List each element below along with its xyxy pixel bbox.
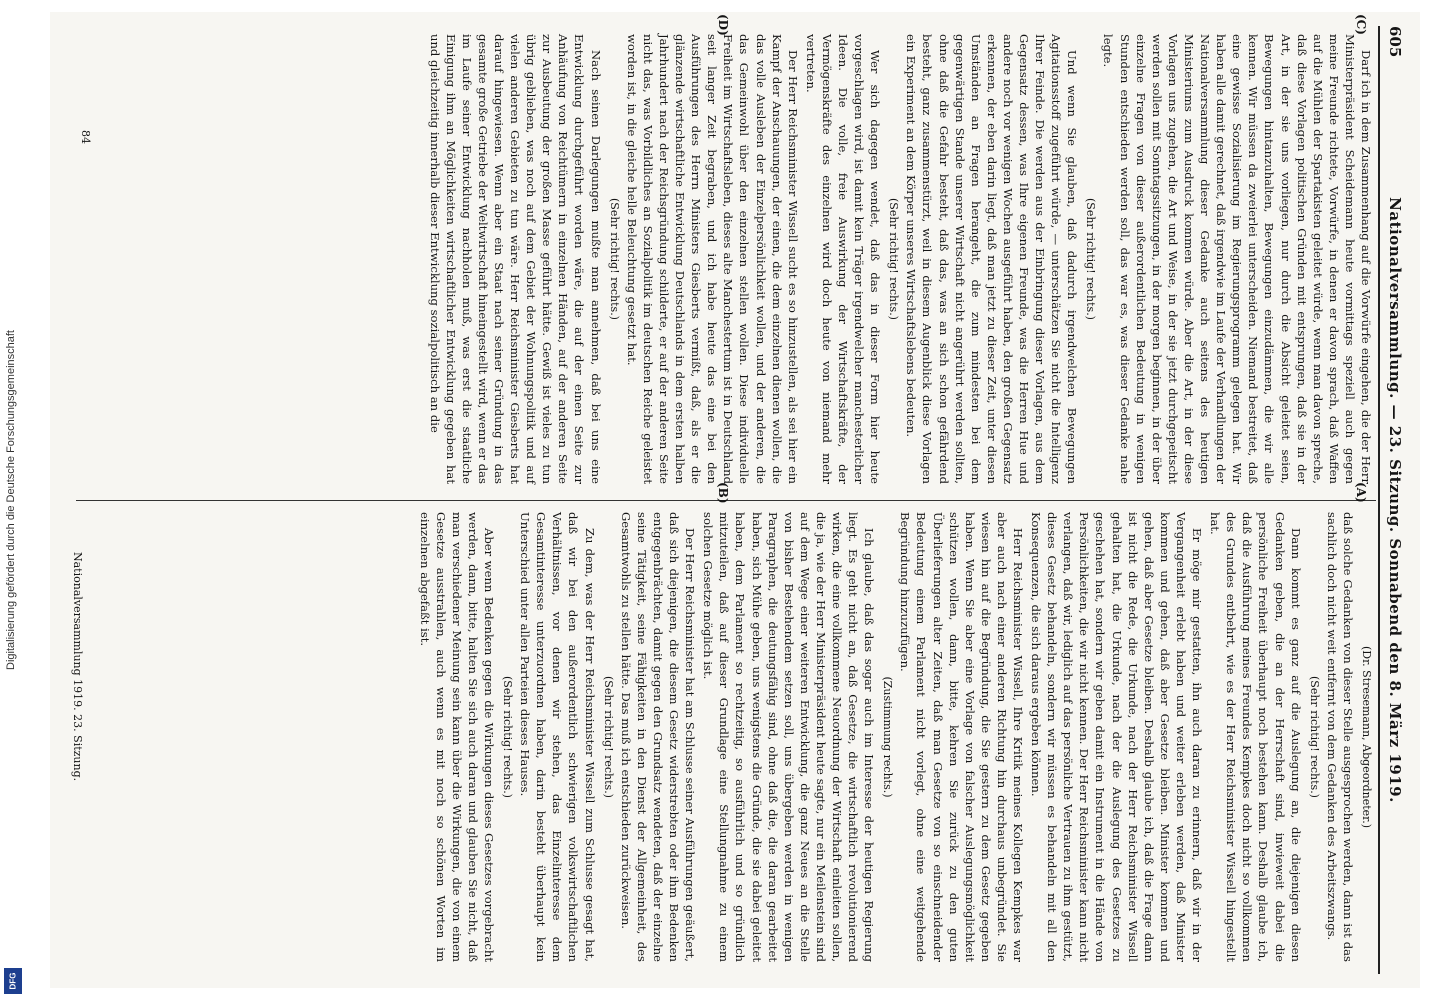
- header-title: Nationalversammlung. — 23. Sitzung. Sonnabend den 8. März 1919.: [1386, 197, 1404, 803]
- page-header: [1378, 26, 1410, 974]
- paragraph: Zu dem, was der Herr Reichsminister Wissell zum Schlusse gesagt hat, daß wir bei den außerordentlich schwierigen volkswirtschaftlichen Verhältnissen, vor denen wir stehen, das Einzelinteresse dem Gesamtinteresse unterzuordnen haben, darin besteht überhaupt kein Unterschied unter allen Parteien dieses Hauses.: [518, 512, 597, 962]
- paragraph: Wer sich dagegen wendet, daß das in dieser Form hier heute vorgeschlagen wird, ist damit kein Träger irgendwelcher manchesterlicher Ideen. Die volle, freie Auswirkung der Wirtschaftskräfte, der Vermögenskräfte des einzelnen wird doch heute von niemand mehr vertreten.: [803, 34, 883, 484]
- interjection: (Sehr richtig! rechts.): [1084, 198, 1098, 320]
- interjection: (Sehr richtig! rechts.): [887, 198, 901, 320]
- interjection: (Zustimmung rechts.): [881, 676, 895, 798]
- footer-page-number: 84: [79, 130, 92, 144]
- interjection: (Sehr richtig! rechts.): [501, 676, 515, 798]
- paragraph: Aber wenn Bedenken gegen die Wirkungen dieses Gesetzes vorgebracht werden, dann, bitte, halten Sie sich auch daran und glauben Sie nicht, daß man verschiedener Meinung sein kann über die Wirkungen, die von einem Gesetze ausstrahlen, auch wenn es mit noch so schönen Worten im einzelnen abgefaßt ist.: [417, 512, 497, 962]
- margin-mark-a: (A): [1354, 482, 1368, 503]
- margin-mark-c: (C): [1354, 14, 1368, 35]
- dfg-logo-text: DFG: [8, 972, 18, 990]
- left-column: [415, 512, 1374, 962]
- paragraph: Er möge mir gestatten, ihn auch daran zu erinnern, daß wir in der Vergangenheit erlebt haben und weiter erleben werden, daß Minister kommen und gehen, daß aber Gesetze bleiben. Minister kommen und gehen, daß aber Gesetze bleiben. Deshalb glaube ich, daß die Frage dann ist nicht die Rede, die Urkunde, nach der Herr Reichsminister Wissell gehalten hat, die Urkunde, nach der die Auslegung des Gesetzes zu geschehen hat, sondern wir geben damit ein Instrument in die Hände von Persönlichkeiten, die wir nicht kennen. Der Herr Reichsminister kann nicht verlangen, daß wir, lediglich auf das persönliche Vertrauen zu ihm gestützt, dieses Gesetz behandeln, sondern wir müssen es behandeln mit all den Konsequenzen, die sich daraus ergeben können.: [1029, 512, 1205, 962]
- paragraph: Und wenn Sie glauben, daß dadurch irgendwelchen Bewegungen Agitationsstoff zugeführt würde, — unterschätzen Sie nicht die Intelligenz Ihrer Feinde. Die werden aus der Einbringung dieser Vorlagen, aus dem Gegensatz dessen, was Ihre eigenen Freunde, was die Herren Hue und andere noch vor wenigen Wochen ausgeführt haben, den großen Gegensatz erkennen, der eben darin liegt, daß man jetzt zu dieser Zeit, unter diesen Umständen an Fragen herangeht, die zum mindesten bei dem gegenwärtigen Stande unserer Wirtschaft nicht angerührt werden sollten, ohne daß die Gefahr besteht, daß das, was an sich schon gefährdend besteht, ganz zusammenstürzt, weil in diesem Augenblick diese Vorlagen ein Experiment an dem Körper unseres Wirtschaftslebens bedeuten.: [904, 34, 1080, 484]
- header-page-number: 605: [1386, 26, 1404, 58]
- margin-mark-b: (B): [716, 482, 730, 504]
- paragraph: Der Herr Reichsminister Wissell sucht es so hinzustellen, als sei hier ein Kampf der Anschauungen, der einen, die dem einzelnen dienen wollen, die das volle Ausleben der Einzelpersönlichkeit wollen, und der anderen, die das Gemeinwohl über den einzelnen stellen wollen. Diese individuelle Freiheit im Wirtschaftsleben, dieses alte Manchestertum ist in Deutschland seit langer Zeit begraben, und ich habe heute das eine bei den Ausführungen des Herrn Ministers Giesberts vermißt, daß, als er die glänzende wirtschaftliche Entwicklung Deutschlands in dem ersten halben Jahrhundert nach der Reichsgründung schilderte, er auf der anderen Seite nicht das, was Vorbildliches an Sozialpolitik im deutschen Reiche geleistet worden ist, in die gleiche helle Beleuchtung gesetzt hat.: [624, 34, 800, 484]
- digitization-note-text: Digitalisierung gefördert durch die Deutsche Forschungsgemeinschaft: [5, 330, 17, 670]
- paragraph: Der Herr Reichsminister hat am Schlusse seiner Ausführungen geäußert, daß sich diejenigen, die diesem Gesetz widerstrebten oder ihm Bedenken entgegenbrächten, damit gegen den Grundsatz wendeten, daß der einzelne seine Tätigkeit, seine Fähigkeiten in den Dienst der Allgemeinheit, des Gesamtwohls zu stellen hätte. Das muß ich entschieden zurückweisen.: [618, 512, 698, 962]
- footer-session: Nationalversammlung 1919. 23. Sitzung.: [71, 552, 84, 782]
- rotated-page-content: [50, 12, 1420, 988]
- scanned-page: [50, 12, 1420, 988]
- right-column: [425, 34, 1374, 484]
- interjection: (Sehr richtig! rechts.): [601, 676, 615, 798]
- paragraph: Darf ich in dem Zusammenhang auf die Vorwürfe eingehen, die der Herr Ministerpräsident Scheidemann heute vormittags speziell auch gegen meine Freunde richtete, Vorwürfe, in denen er davon sprach, daß Waffen auf die Mühlen der Spartakisten geleitet würde, wenn man davon spreche, daß diese Vorlagen politischen Gründen mit entsprungen, daß sie in der Art, in der sie uns vorliegen, nur durch die Absicht geleitet seien, Bewegungen hintanzuhalten, Bewegungen einzudämmen, die wir alle kennen. Wir müssen da zweierlei unterscheiden. Niemand bestreitet, daß eine gewisse Sozialisierung im Regierungsprogramm gelegen hat. Wir haben alle damit gerechnet, daß irgendwie im Laufe der Verhandlungen der Nationalversammlung dieser Gedanke auch seitens des heutigen Ministeriums zum Ausdruck kommen würde. Aber die Art, in der diese Vorlagen uns zugehen, die Art und Weise, in der sie jetzt durchgepeitscht werden sollen mit Sonntagssitzungen, in der morgen beginnen, in der über einzelne Fragen von dieser außerordentlichen Bedeutung in wenigen Stunden entschieden werden soll, das war es, was dieser Gedanke nahe legte.: [1101, 34, 1373, 484]
- speaker-line: (Dr. Stresemann, Abgeordneter.): [1360, 645, 1373, 828]
- paragraph: Nach seinen Darlegungen mußte man annehmen, daß bei uns eine Entwicklung durchgeführt worden wäre, die auf der einen Seite zur Anhäufung von Reichtümern in einzelnen Händen, auf der anderen Seite zur Ausbeutung der großen Masse geführt hätte. Gewiß ist vieles zu tun übrig geblieben, was noch auf dem Gebiet der Wohnungspolitik und auf vielen anderen Gebieten zu tun wäre. Herr Reichsminister Giesberts hat darauf hingewiesen. Wenn aber ein Staat nach seiner Gründung in das gesamte große Getriebe der Weltwirtschaft hineingestellt wird, wenn er das im Laufe seiner Entwicklung nachholen muß, was erst die staatliche Einigung ihm an Möglichkeiten wirtschaftlicher Entwicklung gegeben hat und gleichzeitig innerhalb dieser Entwicklung sozialpolitisch an die: [427, 34, 603, 484]
- margin-mark-d: (D): [716, 14, 730, 36]
- digitization-note: [2, 12, 38, 988]
- interjection: (Sehr richtig! rechts.): [607, 198, 621, 320]
- dfg-logo: [4, 968, 22, 994]
- paragraph: Herr Reichsminister Wissell, Ihre Kritik meines Kollegen Kempkes war aber auch nach einer anderen Richtung hin durchaus unbegründet. Sie wiesen hin auf die Begründung, die Sie gestern zu dem Gesetz gegeben haben. Wenn Sie aber eine Vorlage von falscher Auslegungsmöglichkeit schützen wollen, dann, bitte, kehren Sie zurück zu den guten Überlieferungen alter Zeiten, daß man Gesetze von so einschneidender Bedeutung einem Parlament nicht vorlegt, ohne eine weitgehende Begründung hinzuzufügen.: [898, 512, 1026, 962]
- paragraph: daß solche Gedanken von dieser Stelle ausgesprochen werden, dann ist das sachlich doch nicht weit entfernt von dem Gedanken des Arbeitszwangs.: [1324, 512, 1355, 962]
- paragraph: Dann kommt es ganz auf die Auslegung an, die diejenigen diesen Gedanken geben, die an der Herrschaft sind, inwieweit dabei die persönliche Freiheit überhaupt noch bestehen kann. Deshalb glaube ich, daß die Ausführung meines Freundes Kempkes doch nicht so vollkommen des Grundes entbehrt, wie es der Herr Reichsminister Wissell hingestellt hat.: [1208, 512, 1303, 962]
- interjection: (Sehr richtig! rechts.): [1307, 676, 1321, 798]
- paragraph: Ich glaube, daß das sogar auch im Interesse der heutigen Regierung liegt. Es geht nicht an, daß Gesetze, die wirtschaftlich revolutionierend wirken, die eine vollkommene Neuordnung der Wirtschaft einleiten sollen, die ja, wie der Herr Ministerpräsident heute sagte, nur ein Meilenstein sind auf dem Wege einer weiteren Entwicklung, die ganz Neues an die Stelle von bisher Bestehendem setzen soll, uns übergeben werden in wenigen Paragraphen, die deutungsfähig sind, ohne daß die, die daran gearbeitet haben, sich Mühe geben, uns wenigstens die Gründe, die sie dabei geleitet haben, dem Parlament so rechtzeitig, so ausführlich und so gründlich mitzuteilen, daß auf dieser Grundlage eine Stellungnahme zu einem solchen Gesetze möglich ist.: [701, 512, 877, 962]
